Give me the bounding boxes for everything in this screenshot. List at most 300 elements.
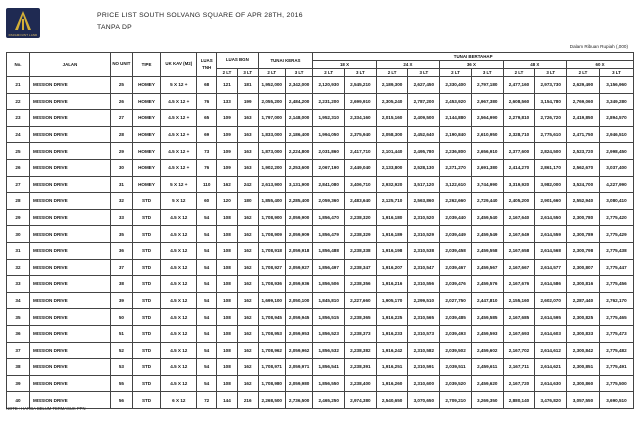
- cell-60x-3lt: 2,775,465: [599, 309, 633, 326]
- cell-tunai-keras-2lt: 1,708,909: [258, 226, 285, 243]
- cell-60x-3lt: 4,227,990: [599, 176, 633, 193]
- cell-luas-bgn-3lt: 216: [237, 392, 258, 409]
- cell-36x-2lt: 3,122,610: [440, 176, 472, 193]
- cell-tipe: STD: [132, 375, 160, 392]
- cell-luas-tnh: 54: [197, 242, 217, 259]
- cell-tipe: STD: [132, 392, 160, 409]
- cell-luas-tnh: 54: [197, 259, 217, 276]
- cell-uk-kav: 6 X 12: [161, 392, 197, 409]
- cell-uk-kav: 4.5 X 12: [161, 242, 197, 259]
- cell-luas-bgn-2lt: 108: [217, 276, 238, 293]
- cell-no: 35: [7, 309, 30, 326]
- cell-18x-2lt: 2,059,360: [313, 193, 345, 210]
- cell-36x-3lt: 2,459,558: [471, 242, 503, 259]
- cell-uk-kav: 4.5 X 12 +: [161, 159, 197, 176]
- cell-48x-2lt: 2,167,649: [503, 226, 535, 243]
- cell-60x-3lt: 3,080,410: [599, 193, 633, 210]
- cell-60x-2lt: 3,524,700: [567, 176, 600, 193]
- cell-36x-2lt: 2,262,660: [440, 193, 472, 210]
- cell-no: 36: [7, 325, 30, 342]
- cell-48x-3lt: 3,982,000: [535, 176, 567, 193]
- logo-text: PARAMOUNT LAND: [8, 33, 38, 37]
- cell-60x-2lt: 2,300,798: [567, 242, 600, 259]
- cell-24x-3lt: 2,627,450: [408, 77, 440, 94]
- cell-48x-2lt: 2,880,140: [503, 392, 535, 409]
- cell-48x-2lt: 2,405,200: [503, 193, 535, 210]
- cell-uk-kav: 4.5 X 12: [161, 259, 197, 276]
- cell-luas-bgn-2lt: 108: [217, 242, 238, 259]
- cell-48x-2lt: 2,155,160: [503, 292, 535, 309]
- cell-luas-bgn-3lt: 162: [237, 259, 258, 276]
- table-row: [7, 143, 634, 160]
- cell-jalan: MISSION DRIVE: [29, 375, 110, 392]
- cell-tipe: STD: [132, 259, 160, 276]
- cell-48x-2lt: 2,167,685: [503, 309, 535, 326]
- cell-luas-tnh: 73: [197, 143, 217, 160]
- cell-luas-bgn-2lt: 121: [217, 77, 238, 94]
- cell-jalan: MISSION DRIVE: [29, 276, 110, 293]
- cell-48x-3lt: 2,614,621: [535, 359, 567, 376]
- cell-24x-2lt: 2,189,300: [376, 77, 408, 94]
- cell-no-unit: 39: [110, 292, 132, 309]
- col-header-tunai-keras: TUNAI KERAS: [258, 53, 313, 69]
- cell-48x-3lt: 2,775,610: [535, 126, 567, 143]
- cell-tipe: HOMEY: [132, 159, 160, 176]
- cell-luas-bgn-3lt: 163: [237, 159, 258, 176]
- cell-24x-2lt: 2,932,920: [376, 176, 408, 193]
- cell-luas-tnh: 54: [197, 309, 217, 326]
- cell-24x-3lt: 2,310,600: [408, 375, 440, 392]
- cell-18x-3lt: 2,974,380: [345, 392, 377, 409]
- cell-48x-3lt: 2,602,070: [535, 292, 567, 309]
- cell-60x-2lt: 2,287,440: [567, 292, 600, 309]
- cell-no-unit: 50: [110, 309, 132, 326]
- col-header-2lt: 2 LT: [503, 69, 535, 77]
- cell-36x-2lt: 2,190,840: [440, 126, 472, 143]
- cell-60x-2lt: 2,523,720: [567, 143, 600, 160]
- cell-no-unit: 31: [110, 176, 132, 193]
- cell-tunai-keras-3lt: 2,059,936: [285, 276, 312, 293]
- cell-24x-3lt: 2,452,640: [408, 126, 440, 143]
- col-header-3lt: 3 LT: [471, 69, 503, 77]
- cell-no-unit: 37: [110, 259, 132, 276]
- cell-36x-2lt: 2,271,270: [440, 159, 472, 176]
- cell-24x-3lt: 2,299,510: [408, 292, 440, 309]
- cell-60x-2lt: 3,057,550: [567, 392, 600, 409]
- cell-36x-3lt: 2,797,180: [471, 77, 503, 94]
- cell-tunai-keras-2lt: 1,873,000: [258, 143, 285, 160]
- cell-luas-tnh: 60: [197, 193, 217, 210]
- cell-luas-bgn-3lt: 162: [237, 292, 258, 309]
- table-row: [7, 93, 634, 110]
- cell-48x-2lt: 2,167,720: [503, 375, 535, 392]
- cell-60x-2lt: 2,562,670: [567, 159, 600, 176]
- col-header-luas-tnh: LUAS TNH: [197, 53, 217, 77]
- col-header-3lt: 3 LT: [237, 69, 258, 77]
- cell-uk-kav: 4.5 X 12: [161, 292, 197, 309]
- cell-24x-2lt: 2,133,800: [376, 159, 408, 176]
- cell-24x-3lt: 2,310,547: [408, 259, 440, 276]
- cell-60x-2lt: 2,300,825: [567, 309, 600, 326]
- cell-18x-2lt: 1,856,523: [313, 325, 345, 342]
- cell-18x-2lt: 2,120,930: [313, 77, 345, 94]
- cell-36x-3lt: 2,459,602: [471, 342, 503, 359]
- cell-tunai-keras-3lt: 2,059,918: [285, 242, 312, 259]
- cell-jalan: MISSION DRIVE: [29, 143, 110, 160]
- cell-no-unit: 29: [110, 143, 132, 160]
- cell-36x-3lt: 2,459,576: [471, 276, 503, 293]
- cell-uk-kav: 4.5 X 12 +: [161, 110, 197, 127]
- cell-luas-tnh: 54: [197, 226, 217, 243]
- col-header-no: No.: [7, 53, 30, 77]
- cell-luas-tnh: 68: [197, 77, 217, 94]
- cell-luas-bgn-2lt: 120: [217, 193, 238, 210]
- cell-uk-kav: 4.5 X 12: [161, 359, 197, 376]
- cell-tunai-keras-2lt: 1,708,900: [258, 209, 285, 226]
- col-header-tipe: TIPE: [132, 53, 160, 77]
- cell-uk-kav: 5 X 12 +: [161, 77, 197, 94]
- cell-18x-2lt: 1,856,515: [313, 309, 345, 326]
- cell-tipe: STD: [132, 359, 160, 376]
- cell-tunai-keras-3lt: 2,059,980: [285, 375, 312, 392]
- cell-24x-2lt: 2,540,650: [376, 392, 408, 409]
- cell-36x-2lt: 2,039,520: [440, 375, 472, 392]
- cell-luas-bgn-3lt: 199: [237, 93, 258, 110]
- cell-no-unit: 36: [110, 242, 132, 259]
- cell-36x-2lt: 2,144,880: [440, 110, 472, 127]
- cell-60x-3lt: 2,775,420: [599, 209, 633, 226]
- cell-tunai-keras-2lt: 1,708,962: [258, 342, 285, 359]
- cell-24x-3lt: 2,528,130: [408, 159, 440, 176]
- cell-18x-3lt: 2,238,320: [345, 209, 377, 226]
- cell-18x-3lt: 2,449,040: [345, 159, 377, 176]
- col-header-2lt: 2 LT: [440, 69, 472, 77]
- cell-luas-tnh: 65: [197, 110, 217, 127]
- cell-luas-tnh: 54: [197, 375, 217, 392]
- table-row: [7, 359, 634, 376]
- cell-luas-bgn-2lt: 108: [217, 325, 238, 342]
- cell-tunai-keras-3lt: 2,224,800: [285, 143, 312, 160]
- cell-no: 37: [7, 342, 30, 359]
- cell-18x-2lt: 1,856,541: [313, 359, 345, 376]
- cell-luas-bgn-3lt: 242: [237, 176, 258, 193]
- cell-48x-2lt: 2,414,270: [503, 159, 535, 176]
- cell-tunai-keras-2lt: 1,708,927: [258, 259, 285, 276]
- cell-tipe: HOMEY: [132, 93, 160, 110]
- cell-luas-bgn-3lt: 180: [237, 193, 258, 210]
- cell-48x-3lt: 2,973,730: [535, 77, 567, 94]
- cell-jalan: MISSION DRIVE: [29, 242, 110, 259]
- cell-36x-3lt: 2,691,380: [471, 159, 503, 176]
- table-row: [7, 259, 634, 276]
- cell-60x-2lt: 2,419,850: [567, 110, 600, 127]
- cell-uk-kav: 4.5 X 12: [161, 325, 197, 342]
- cell-36x-3lt: 2,459,611: [471, 359, 503, 376]
- cell-luas-bgn-3lt: 162: [237, 325, 258, 342]
- cell-18x-3lt: 2,334,160: [345, 110, 377, 127]
- cell-tipe: STD: [132, 292, 160, 309]
- cell-24x-2lt: 2,058,300: [376, 126, 408, 143]
- col-header-luas-bgn: LUAS BGN: [217, 53, 259, 69]
- cell-48x-2lt: 2,167,693: [503, 325, 535, 342]
- cell-36x-3lt: 2,656,910: [471, 143, 503, 160]
- cell-60x-3lt: 3,156,960: [599, 77, 633, 94]
- cell-24x-3lt: 2,310,565: [408, 309, 440, 326]
- cell-tunai-keras-3lt: 2,253,600: [285, 159, 312, 176]
- cell-no-unit: 51: [110, 325, 132, 342]
- cell-60x-2lt: 2,300,833: [567, 325, 600, 342]
- cell-60x-3lt: 2,762,170: [599, 292, 633, 309]
- cell-36x-2lt: 2,039,493: [440, 325, 472, 342]
- cell-18x-2lt: 1,856,470: [313, 209, 345, 226]
- cell-no-unit: 26: [110, 93, 132, 110]
- cell-no: 33: [7, 276, 30, 293]
- col-header-2lt: 2 LT: [258, 69, 285, 77]
- cell-no: 28: [7, 193, 30, 210]
- cell-luas-bgn-3lt: 163: [237, 143, 258, 160]
- cell-luas-tnh: 54: [197, 276, 217, 293]
- cell-48x-3lt: 2,614,603: [535, 325, 567, 342]
- cell-24x-2lt: 1,905,170: [376, 292, 408, 309]
- cell-uk-kav: 4.5 X 12: [161, 276, 197, 293]
- table-row: [7, 276, 634, 293]
- cell-36x-2lt: 2,039,440: [440, 209, 472, 226]
- table-body: [7, 77, 634, 409]
- cell-jalan: MISSION DRIVE: [29, 159, 110, 176]
- table-row: [7, 176, 634, 193]
- cell-36x-2lt: 2,236,800: [440, 143, 472, 160]
- cell-18x-3lt: 3,406,710: [345, 176, 377, 193]
- cell-luas-bgn-2lt: 108: [217, 309, 238, 326]
- cell-18x-2lt: 2,231,200: [313, 93, 345, 110]
- cell-48x-2lt: 2,477,160: [503, 77, 535, 94]
- cell-36x-3lt: 2,459,620: [471, 375, 503, 392]
- cell-luas-bgn-2lt: 162: [217, 176, 238, 193]
- cell-24x-2lt: 1,916,180: [376, 209, 408, 226]
- table-row: [7, 110, 634, 127]
- cell-tunai-keras-3lt: 3,131,900: [285, 176, 312, 193]
- table-row: [7, 126, 634, 143]
- col-header-3lt: 3 LT: [285, 69, 312, 77]
- col-header-3lt: 3 LT: [345, 69, 377, 77]
- cell-uk-kav: 4.5 X 12 +: [161, 93, 197, 110]
- cell-48x-2lt: 2,167,711: [503, 359, 535, 376]
- cell-tipe: STD: [132, 309, 160, 326]
- cell-no: 39: [7, 375, 30, 392]
- cell-uk-kav: 4.5 X 12: [161, 209, 197, 226]
- cell-luas-bgn-3lt: 162: [237, 242, 258, 259]
- cell-60x-3lt: 2,775,429: [599, 226, 633, 243]
- cell-18x-2lt: 1,856,506: [313, 276, 345, 293]
- table-row: [7, 159, 634, 176]
- cell-tipe: HOMEY: [132, 110, 160, 127]
- cell-24x-3lt: 2,563,860: [408, 193, 440, 210]
- cell-tipe: STD: [132, 325, 160, 342]
- cell-36x-3lt: 2,459,593: [471, 325, 503, 342]
- cell-tunai-keras-3lt: 2,148,000: [285, 110, 312, 127]
- cell-18x-2lt: 1,856,532: [313, 342, 345, 359]
- cell-24x-3lt: 3,517,120: [408, 176, 440, 193]
- cell-24x-2lt: 2,125,710: [376, 193, 408, 210]
- cell-no: 27: [7, 176, 30, 193]
- cell-tipe: STD: [132, 342, 160, 359]
- cell-60x-3lt: 2,775,500: [599, 375, 633, 392]
- cell-36x-3lt: 2,459,549: [471, 226, 503, 243]
- cell-luas-bgn-2lt: 108: [217, 342, 238, 359]
- cell-luas-bgn-2lt: 108: [217, 259, 238, 276]
- building-icon: [6, 8, 40, 32]
- cell-36x-2lt: 2,453,920: [440, 93, 472, 110]
- cell-tunai-keras-2lt: 1,855,400: [258, 193, 285, 210]
- cell-tunai-keras-2lt: 1,708,918: [258, 242, 285, 259]
- cell-tunai-keras-3lt: 2,484,200: [285, 93, 312, 110]
- cell-60x-3lt: 2,775,473: [599, 325, 633, 342]
- cell-tunai-keras-2lt: 2,268,500: [258, 392, 285, 409]
- table-row: [7, 375, 634, 392]
- cell-60x-3lt: 2,775,438: [599, 242, 633, 259]
- cell-36x-3lt: 2,967,380: [471, 93, 503, 110]
- cell-24x-3lt: 2,310,520: [408, 209, 440, 226]
- cell-18x-2lt: 2,067,190: [313, 159, 345, 176]
- col-header-installment: 18 X: [313, 61, 376, 69]
- cell-36x-3lt: 2,564,990: [471, 110, 503, 127]
- cell-luas-bgn-3lt: 162: [237, 342, 258, 359]
- cell-18x-3lt: 2,238,347: [345, 259, 377, 276]
- cell-luas-tnh: 69: [197, 126, 217, 143]
- cell-luas-bgn-2lt: 109: [217, 126, 238, 143]
- cell-no-unit: 35: [110, 226, 132, 243]
- cell-36x-2lt: 2,039,511: [440, 359, 472, 376]
- cell-60x-2lt: 2,471,750: [567, 126, 600, 143]
- cell-tunai-keras-3lt: 2,059,900: [285, 209, 312, 226]
- cell-tunai-keras-3lt: 2,059,927: [285, 259, 312, 276]
- cell-luas-bgn-2lt: 109: [217, 159, 238, 176]
- cell-36x-2lt: 2,330,400: [440, 77, 472, 94]
- cell-36x-3lt: 2,459,567: [471, 259, 503, 276]
- cell-36x-2lt: 2,039,502: [440, 342, 472, 359]
- cell-jalan: MISSION DRIVE: [29, 93, 110, 110]
- cell-luas-bgn-3lt: 162: [237, 359, 258, 376]
- cell-18x-3lt: 2,238,373: [345, 325, 377, 342]
- cell-no-unit: 33: [110, 209, 132, 226]
- cell-24x-2lt: 2,101,440: [376, 143, 408, 160]
- cell-36x-2lt: 2,039,467: [440, 259, 472, 276]
- cell-no-unit: 32: [110, 193, 132, 210]
- cell-jalan: MISSION DRIVE: [29, 193, 110, 210]
- cell-18x-3lt: 2,545,210: [345, 77, 377, 94]
- cell-36x-3lt: 3,744,990: [471, 176, 503, 193]
- cell-60x-2lt: 2,300,807: [567, 259, 600, 276]
- col-header-tunai-bertahap: TUNAI BERTAHAP: [313, 53, 634, 61]
- cell-18x-2lt: 1,845,810: [313, 292, 345, 309]
- cell-24x-2lt: 1,916,260: [376, 375, 408, 392]
- table-row: [7, 292, 634, 309]
- cell-luas-bgn-3lt: 162: [237, 276, 258, 293]
- cell-48x-3lt: 2,614,550: [535, 209, 567, 226]
- col-header-3lt: 3 LT: [535, 69, 567, 77]
- cell-18x-2lt: 1,856,479: [313, 226, 345, 243]
- cell-luas-bgn-3lt: 163: [237, 126, 258, 143]
- cell-24x-3lt: 2,310,591: [408, 359, 440, 376]
- cell-60x-3lt: 2,775,447: [599, 259, 633, 276]
- cell-no-unit: 53: [110, 359, 132, 376]
- cell-48x-3lt: 2,614,595: [535, 309, 567, 326]
- cell-24x-3lt: 2,310,573: [408, 325, 440, 342]
- cell-36x-2lt: 2,039,449: [440, 226, 472, 243]
- cell-uk-kav: 4.5 X 12: [161, 309, 197, 326]
- cell-60x-2lt: 2,300,842: [567, 342, 600, 359]
- cell-18x-3lt: 2,483,640: [345, 193, 377, 210]
- cell-tunai-keras-3lt: 2,050,100: [285, 292, 312, 309]
- cell-60x-2lt: 2,300,780: [567, 209, 600, 226]
- cell-18x-2lt: 1,856,497: [313, 259, 345, 276]
- cell-tunai-keras-3lt: 2,059,945: [285, 309, 312, 326]
- col-header-2lt: 2 LT: [567, 69, 600, 77]
- cell-18x-2lt: 1,856,550: [313, 375, 345, 392]
- cell-24x-3lt: 2,495,780: [408, 143, 440, 160]
- price-table: [6, 52, 634, 409]
- cell-no-unit: 27: [110, 110, 132, 127]
- footer-note: NOTE : HARGA BELUM TERMASUK PPN: [6, 406, 86, 411]
- cell-24x-2lt: 1,916,225: [376, 309, 408, 326]
- cell-48x-3lt: 2,726,720: [535, 110, 567, 127]
- cell-tunai-keras-2lt: 1,833,000: [258, 126, 285, 143]
- cell-no: 38: [7, 359, 30, 376]
- cell-jalan: MISSION DRIVE: [29, 176, 110, 193]
- cell-60x-2lt: 2,300,789: [567, 226, 600, 243]
- cell-24x-2lt: 1,916,189: [376, 226, 408, 243]
- cell-18x-3lt: 2,238,329: [345, 226, 377, 243]
- table-row: [7, 242, 634, 259]
- cell-24x-2lt: 1,916,251: [376, 359, 408, 376]
- cell-tunai-keras-3lt: 2,059,909: [285, 226, 312, 243]
- cell-luas-bgn-2lt: 108: [217, 292, 238, 309]
- cell-tunai-keras-2lt: 1,708,980: [258, 375, 285, 392]
- cell-uk-kav: 5 X 12 +: [161, 176, 197, 193]
- cell-tunai-keras-2lt: 1,708,945: [258, 309, 285, 326]
- cell-48x-3lt: 2,614,630: [535, 375, 567, 392]
- cell-36x-3lt: 2,459,540: [471, 209, 503, 226]
- col-header-no-unit: NO UNIT: [110, 53, 132, 77]
- cell-tunai-keras-3lt: 2,059,971: [285, 359, 312, 376]
- cell-jalan: MISSION DRIVE: [29, 359, 110, 376]
- cell-tipe: HOMEY: [132, 126, 160, 143]
- cell-60x-3lt: 3,037,400: [599, 159, 633, 176]
- cell-48x-2lt: 2,167,702: [503, 342, 535, 359]
- cell-24x-2lt: 2,015,160: [376, 110, 408, 127]
- table-row: [7, 325, 634, 342]
- cell-no: 30: [7, 226, 30, 243]
- cell-48x-2lt: 2,167,658: [503, 242, 535, 259]
- cell-tipe: STD: [132, 276, 160, 293]
- col-header-installment: 24 X: [376, 61, 439, 69]
- cell-no: 26: [7, 159, 30, 176]
- cell-18x-2lt: 1,952,310: [313, 110, 345, 127]
- cell-tunai-keras-2lt: 1,708,971: [258, 359, 285, 376]
- cell-36x-3lt: 2,729,440: [471, 193, 503, 210]
- cell-uk-kav: 4.5 X 12: [161, 226, 197, 243]
- cell-18x-3lt: 2,238,400: [345, 375, 377, 392]
- cell-48x-3lt: 3,154,780: [535, 93, 567, 110]
- cell-18x-3lt: 2,238,365: [345, 309, 377, 326]
- cell-18x-2lt: 1,856,488: [313, 242, 345, 259]
- cell-tunai-keras-2lt: 1,708,953: [258, 325, 285, 342]
- cell-no: 23: [7, 110, 30, 127]
- cell-24x-2lt: 2,305,240: [376, 93, 408, 110]
- cell-uk-kav: 4.5 X 12: [161, 342, 197, 359]
- cell-luas-bgn-2lt: 109: [217, 143, 238, 160]
- cell-tipe: STD: [132, 193, 160, 210]
